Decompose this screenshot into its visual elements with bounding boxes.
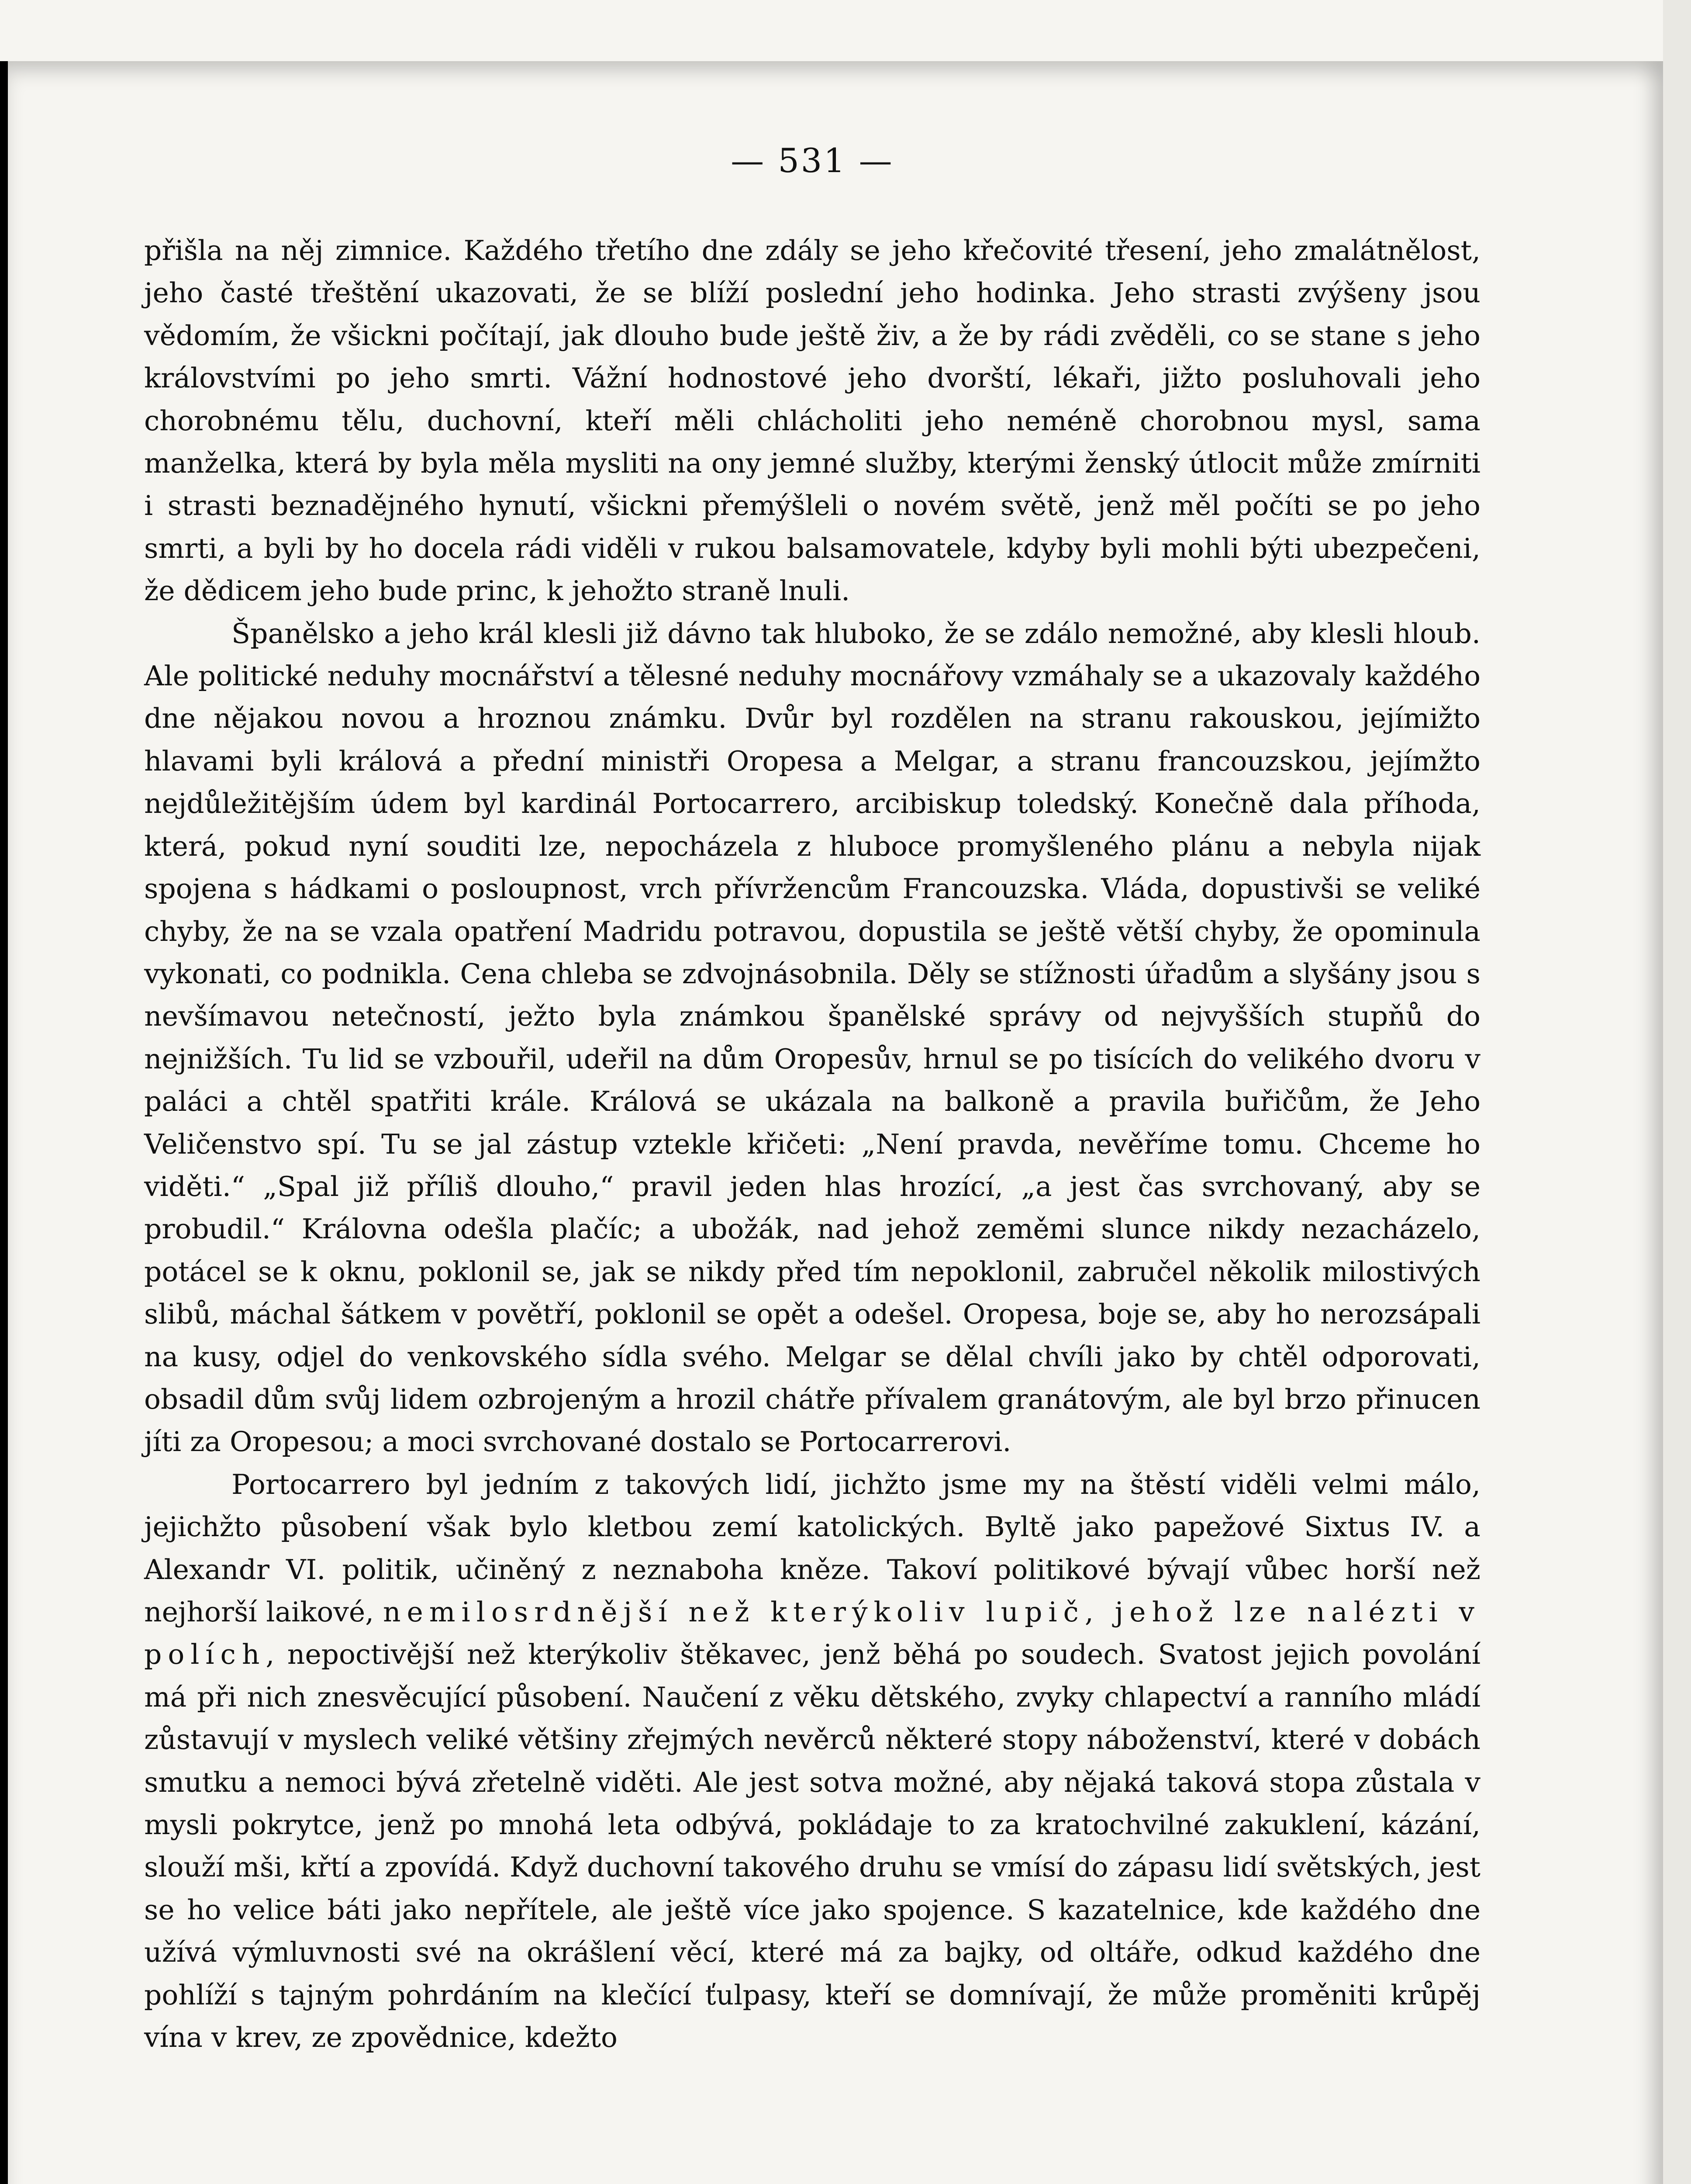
body-text [144, 229, 1480, 2059]
page-top-margin [0, 0, 1691, 61]
paragraph-2 [144, 612, 1480, 1463]
paragraph-1-text: přišla na něj zimnice. Každého třetího dne zdály se jeho křečovité třesení, jeho zmalátnělost, jeho časté třeštění ukazovati, že se blíží poslední jeho hodinka. Jeho strasti zvýšeny jsou vědomím, že všickni počítají, jak dlouho bude ještě živ, a že by rádi zvěděli, co se stane s jeho královstvími po jeho smrti. Vážní hodnostové jeho dvorští, lékaři, jižto posluhovali jeho chorobnému tělu, duchovní, kteří měli chlácholiti jeho neméně chorobnou mysl, sama manželka, která by byla měla mysliti na ony jemné služby, kterými ženský útlocit může zmírniti i strasti beznadějného hynutí, všickni přemýšleli o novém světě, jenž měl počíti se po jeho smrti, a byli by ho docela rádi viděli v rukou balsamovatele, kdyby byli mohli býti ubezpečeni, že dědicem jeho bude princ, k jehožto straně lnuli. [144, 235, 1480, 607]
paragraph-3 [144, 1463, 1480, 2059]
page-number: — 531 — [731, 141, 894, 180]
paragraph-2-text: Španělsko a jeho král klesli již dávno tak hluboko, že se zdálo nemožné, aby klesli hloub. Ale politické neduhy mocnářství a tělesné neduhy mocnářovy vzmáhaly se a ukazovaly každého dne nějakou novou a hroznou známku. Dvůr byl rozdělen na stranu rakouskou, jejímižto hlavami byli králová a přední ministři Oropesa a Melgar, a stranu francouzskou, jejímžto nejdůležitějším údem byl kardinál Portocarrero, arcibiskup toledský. Konečně dala příhoda, která, pokud nyní souditi lze, nepocházela z hluboce promyšleného plánu a nebyla nijak spojena s hádkami o posloupnost, vrch přívržencům Francouzska. Vláda, dopustivši se veliké chyby, že na se vzala opatření Madridu potravou, dopustila se ještě větší chyby, že opominula vykonati, co podnikla. Cena chleba se zdvojnásobnila. Děly se stížnosti úřadům a slyšány jsou s nevšímavou netečností, ježto byla známkou španělské správy od nejvyšších stupňů do nejnižších. Tu lid se vzbouřil, udeřil na dům Oropesův, hrnul se po tisících do velikého dvoru v paláci a chtěl spatřiti krále. Králová se ukázala na balkoně a pravila buřičům, že Jeho Veličenstvo spí. Tu se jal zástup vztekle křičeti: „Není pravda, nevěříme tomu. Chceme ho viděti.“ „Spal již příliš dlouho,“ pravil jeden hlas hrozící, „a jest čas svrchovaný, aby se probudil.“ Královna odešla plačíc; a ubožák, nad jehož zeměmi slunce nikdy nezacházelo, potácel se k oknu, poklonil se, jak se nikdy před tím nepoklonil, zabručel několik milostivých slibů, máchal šátkem v povětří, poklonil se opět a odešel. Oropesa, boje se, aby ho nerozsápali na kusy, odjel do venkovského sídla svého. Melgar se dělal chvíli jako by chtěl odporovati, obsadil dům svůj lidem ozbrojeným a hrozil chátře přívalem granátovým, ale byl brzo přinucen jíti za Oropesou; a moci svrchované dostalo se Portocarrerovi. [144, 617, 1480, 1458]
paragraph-3-spaced-emphasis: nemilosrdnější než kterýkoliv lupič, jehož lze nalézti v polích [144, 1596, 1481, 1671]
paragraph-3-text-end: , nepoctivější než kterýkoliv štěkavec, jenž běhá po soudech. Svatost jejich povolání má při nich znesvěcující působení. Naučení z věku dětského, zvyky chlapectví a ranního mládí zůstavují v myslech veliké většiny zřejmých nevěrců některé stopy náboženství, které v dobách smutku a nemoci bývá zřetelně viděti. Ale jest sotva možné, aby nějaká taková stopa zůstala v mysli pokrytce, jenž po mnohá leta odbývá, pokládaje to za kratochvilné zakuklení, kázání, slouží mši, křtí a zpovídá. Když duchovní takového druhu se vmísí do zápasu lidí světských, jest se ho velice báti jako nepřítele, ale ještě více jako spojence. S kazatelnice, kde každého dne užívá výmluvnosti své na okrášlení věcí, které má za bajky, od oltáře, odkud každého dne pohlíží s tajným pohrdáním na klečící ťulpasy, kteří se domnívají, že může proměniti krůpěj vína v krev, ze zpovědnice, kdežto [144, 1638, 1480, 2054]
paragraph-1 [144, 229, 1480, 612]
paragraph-3-text-start: Portocarrero byl jedním z takových lidí, jichžto jsme my na štěstí viděli velmi málo, jejichžto působení však bylo kletbou zemí katolických. Byltě jako papežové Sixtus IV. a Alexandr VI. politik, učiněný z neznaboha kněze. Takoví politikové bývají vůbec horší než nejhorší laikové, [144, 1468, 1480, 1628]
page-edge [1663, 0, 1691, 2184]
